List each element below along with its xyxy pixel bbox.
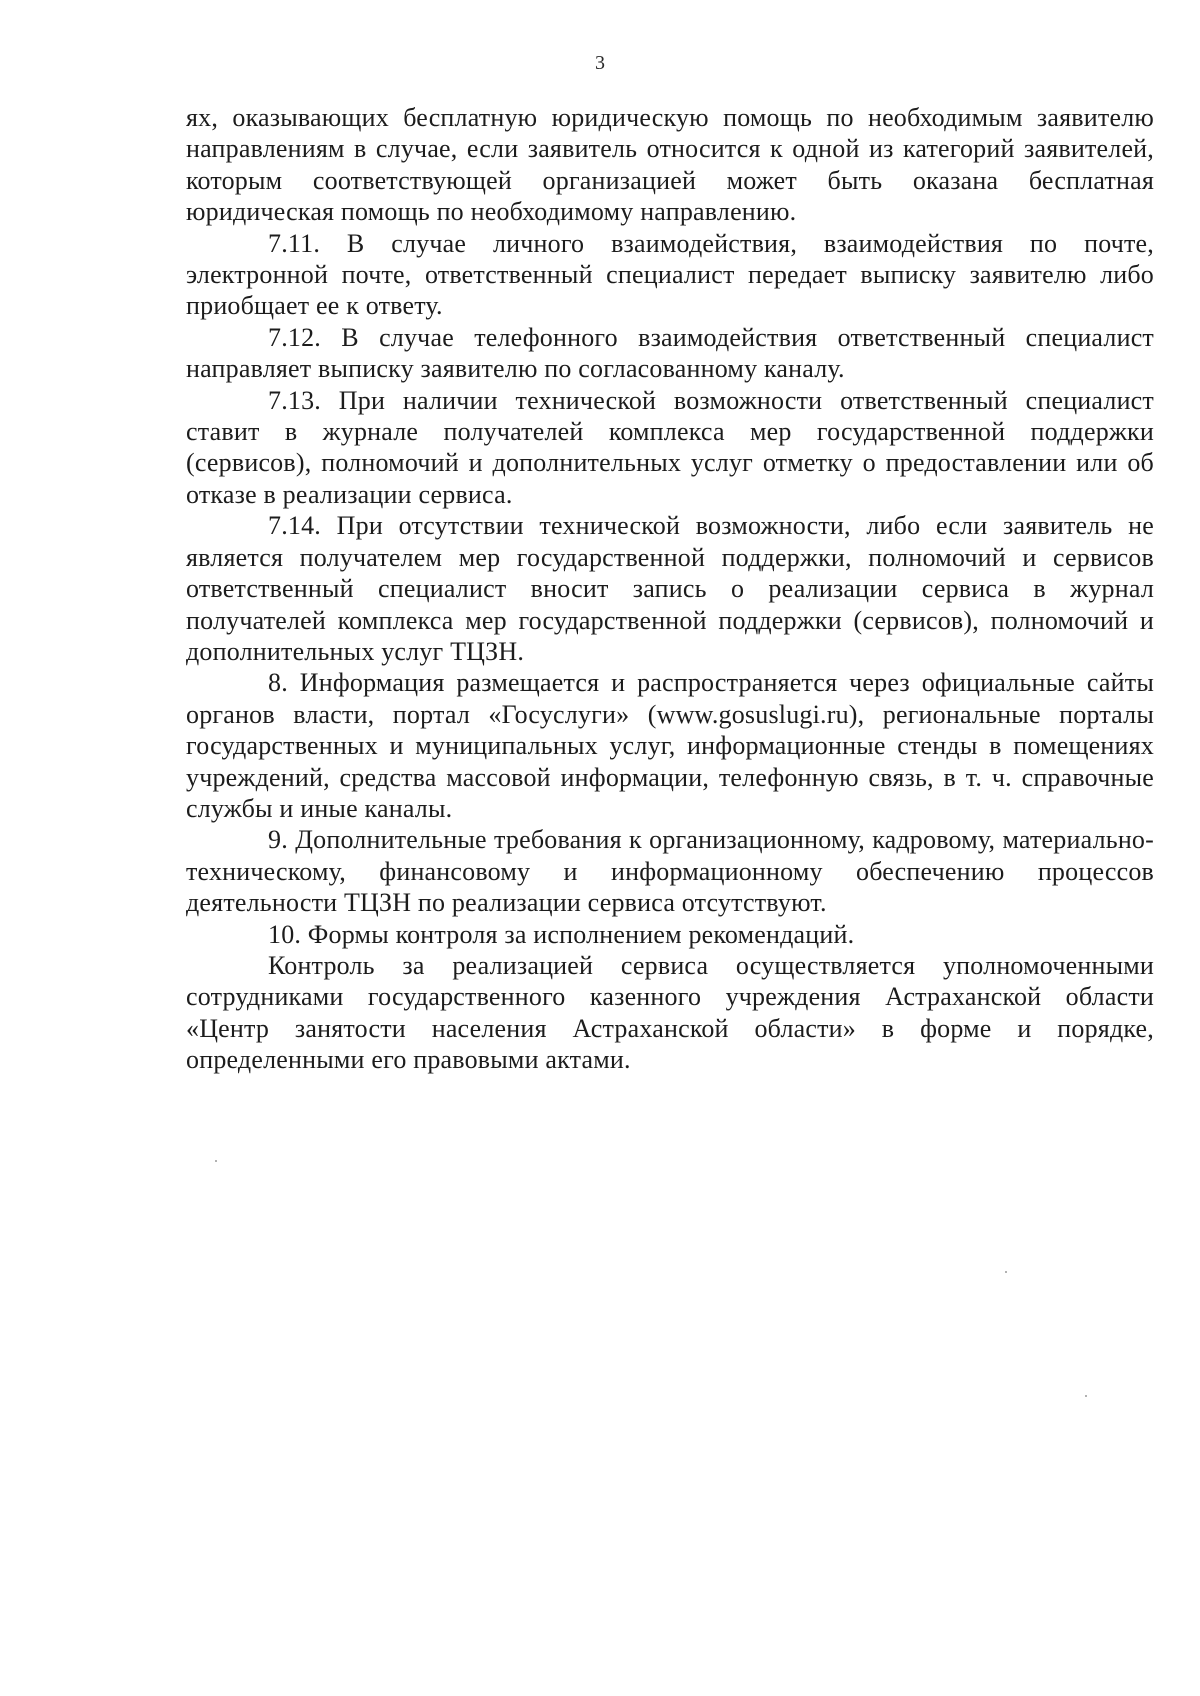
paragraph-7-14: 7.14. При отсутствии технической возможности, либо если заявитель не является получателем мер государственной поддержки, полномочий и сервисов ответственный специалист вносит запись о реализации сервиса в журнал получателей комплекса мер государственной поддержки (сервисов), полномочий и дополнительных услуг ТЦЗН. [186, 511, 1154, 666]
scan-speck [215, 1160, 217, 1162]
scan-speck [1005, 1271, 1007, 1273]
paragraph-10-heading: 10. Формы контроля за исполнением рекомендаций. [268, 919, 855, 949]
paragraph-7-13: 7.13. При наличии технической возможности ответственный специалист ставит в журнале получателей комплекса мер государственной поддержки (сервисов), полномочий и дополнительных услуг отметку о предоставлении или об отказе в реализации сервиса. [186, 385, 1154, 509]
scan-speck [1085, 1395, 1087, 1397]
document-body [186, 102, 1154, 1076]
paragraph-control: Контроль за реализацией сервиса осуществляется уполномоченными сотрудниками государственного казенного учреждения Астраханской области «Центр занятости населения Астраханской области» в форме и порядке, определенными его правовыми актами. [186, 950, 1154, 1075]
paragraph-continuation: ях, оказывающих бесплатную юридическую помощь по необходимым заявителю направлениям в случае, если заявитель относится к одной из категорий заявителей, которым соответствующей организацией может быть оказана бесплатная юридическая помощь по необходимому направлению. [186, 103, 1154, 227]
page-number: 3 [595, 52, 605, 74]
paragraph-8: 8. Информация размещается и распространяется через официальные сайты органов власти, портал «Госуслуги» (www.gosuslugi.ru), региональные порталы государственных и муниципальных услуг, информационные стенды в помещениях учреждений, средства массовой информации, телефонную связь, в т. ч. справочные службы и иные каналы. [186, 668, 1154, 823]
paragraph-7-12: 7.12. В случае телефонного взаимодействия ответственный специалист направляет выписку заявителю по согласованному каналу. [186, 322, 1154, 384]
paragraph-9: 9. Дополнительные требования к организационному, кадровому, материально-техническому, финансовому и информационному обеспечению процессов деятельности ТЦЗН по реализации сервиса отсутствуют. [186, 825, 1154, 918]
paragraph-7-11: 7.11. В случае личного взаимодействия, взаимодействия по почте, электронной почте, ответственный специалист передает выписку заявителю либо приобщает ее к ответу. [186, 228, 1154, 321]
